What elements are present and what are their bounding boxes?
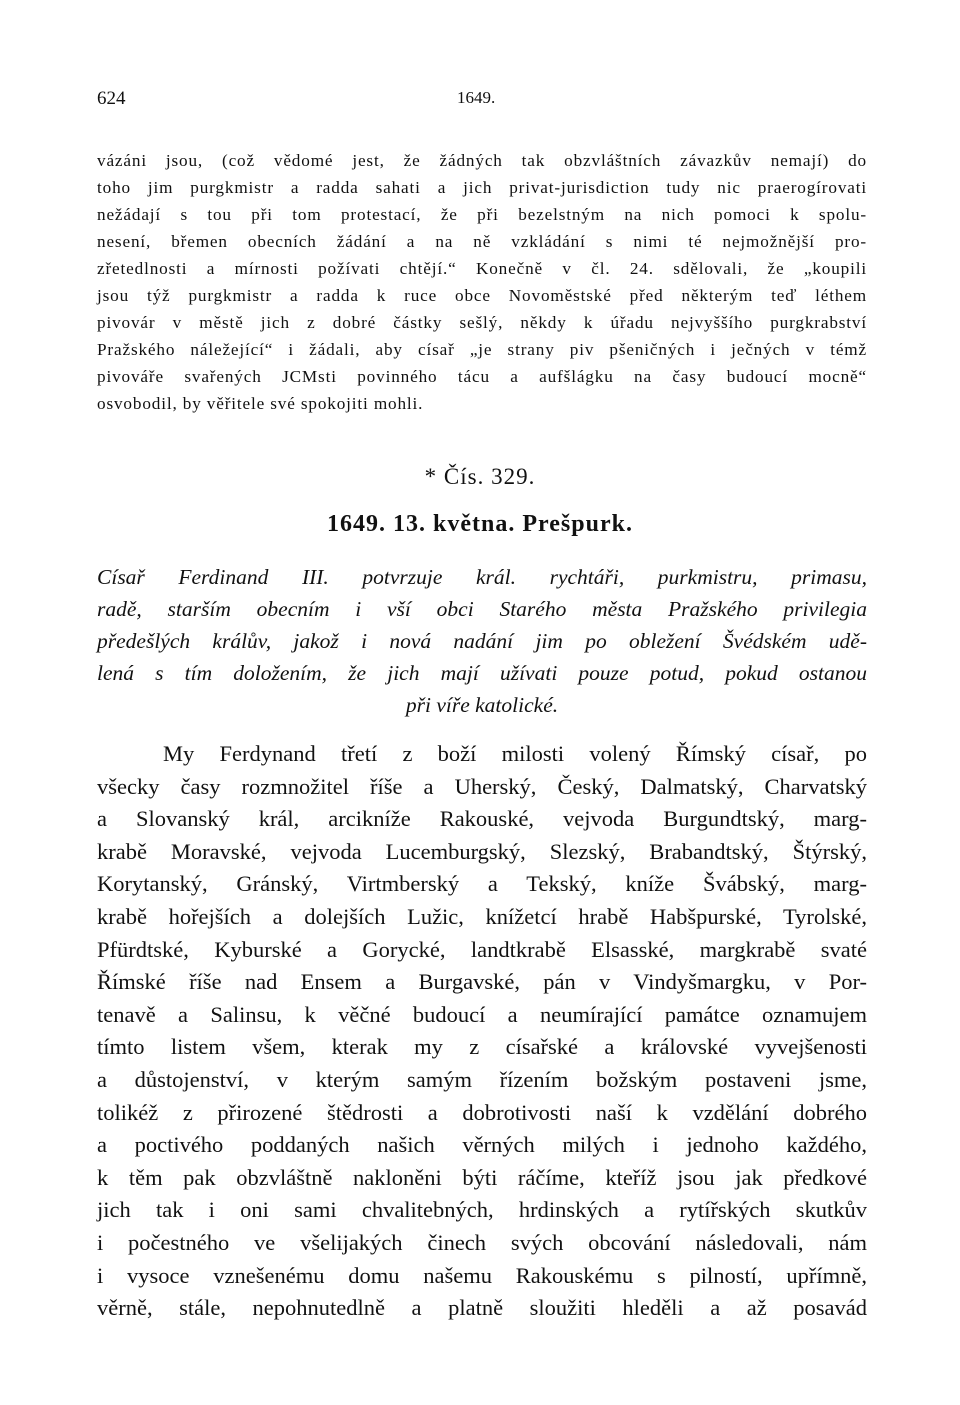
body-line: tolikéž z přirozené štědrosti a dobrotivosti naší k vzdělání dobrého [97, 1099, 867, 1125]
intro-paragraph [97, 147, 867, 417]
document-title: 1649. 13. května. Prešpurk. [327, 511, 633, 537]
intro-line: zřetedlnosti a mírnosti požívati chtějí.“ Konečně v čl. 24. sdělovali, že „koupili [97, 259, 867, 278]
intro-line: nežádají s tou při tom protestací, že při bezelstným na nich pomoci k spolu- [97, 205, 867, 224]
regest-summary [97, 561, 867, 721]
body-line: všecky časy rozmnožitel říše a Uherský, Český, Dalmatský, Charvatský [97, 773, 867, 799]
regest-line: Císař Ferdinand III. potvrzuje král. rychtáři, purkmistru, primasu, [97, 565, 867, 589]
body-line: i počestného ve všelijakých činech svých obcování následovali, nám [97, 1229, 867, 1255]
body-line: i vysoce vznešenému domu našemu Rakouskému s pilností, upřímně, [97, 1262, 867, 1288]
body-line: a důstojenství, v kterým samým řízením božským postaveni jsme, [97, 1066, 867, 1092]
intro-line: vázáni jsou, (což vědomé jest, že žádných tak obzvláštních závazkův nemají) do [97, 151, 867, 170]
body-line: k těm pak obzvláštně nakloněni býti ráčíme, kteříž jsou jak předkové [97, 1164, 867, 1190]
intro-line: pivováře svařených JCMsti povinného tácu a aufšlágku na časy budoucí mocně“ [97, 367, 867, 386]
body-line: tímto listem všem, kterak my z císařské a královské vyvejšenosti [97, 1034, 867, 1060]
regest-line: radě, starším obecním i vší obci Starého města Pražského privilegia [97, 597, 867, 621]
body-line: krabě hořejších a dolejších Lužic, knížetcí hrabě Habšpurské, Tyrolské, [97, 903, 867, 929]
running-head-year: 1649. [457, 88, 496, 107]
body-line: Korytanský, Gránský, Virtmberský a Tekský, kníže Švábský, marg- [97, 871, 867, 897]
body-line: tenavě a Salinsu, k věčné budoucí a neumírající památce oznamujem [97, 1001, 867, 1027]
body-line: věrně, stále, nepohnutedlně a platně sloužiti hleděli a až posavád [97, 1295, 867, 1321]
page-number: 624 [97, 88, 126, 109]
body-line: a Slovanský král, arcikníže Rakouské, vejvoda Burgundtský, marg- [97, 806, 867, 832]
page-header [97, 88, 867, 112]
regest-line: lená s tím doložením, že jich mají užívati pouze potud, pokud ostanou [97, 661, 867, 685]
intro-line: jsou týž purgkmistr a radda k ruce obce Novoměstské před některým teď léthem [97, 286, 867, 305]
body-line: Pfürdtské, Kyburské a Gorycké, landtkrabě Elsasské, margkrabě svaté [97, 936, 867, 962]
body-line: a poctivého poddaných našich věrných milých i jednoho každého, [97, 1132, 867, 1158]
regest-line: předešlých králův, jakož i nová nadání jim po obležení Švédském udě- [97, 629, 867, 653]
intro-line: pivovár v městě jich z dobré částky sešlý, někdy k úřadu nejvyššího purgkrabství [97, 313, 867, 332]
intro-line: osvobodil, by věřitele své spokojiti mohli. [97, 394, 424, 413]
charter-text [97, 738, 867, 1325]
body-line: krabě Moravské, vejvoda Lucemburgský, Slezský, Brabandtský, Štýrský, [97, 838, 867, 864]
intro-line: Pražského náležející“ i žádali, aby císař „je strany piv pšeničných i ječných v témž [97, 340, 867, 359]
document-number: * Čís. 329. [424, 464, 536, 489]
body-line: My Ferdynand třetí z boží milosti volený Římský císař, po [163, 741, 867, 766]
body-line: jich tak i oni sami chvalitebných, hrdinských a rytířských skutkův [97, 1197, 867, 1223]
intro-line: nesení, břemen obecních žádání a na ně vzkládání s nimi té nejmožnější pro- [97, 232, 867, 251]
regest-line: při víře katolické. [405, 693, 559, 717]
body-line: Římské říše nad Ensem a Burgavské, pán v Vindyšmargku, v Por- [97, 969, 867, 995]
intro-line: toho jim purgkmistr a radda sahati a jich privat-jurisdiction tudy nic praerogírovati [97, 178, 867, 197]
